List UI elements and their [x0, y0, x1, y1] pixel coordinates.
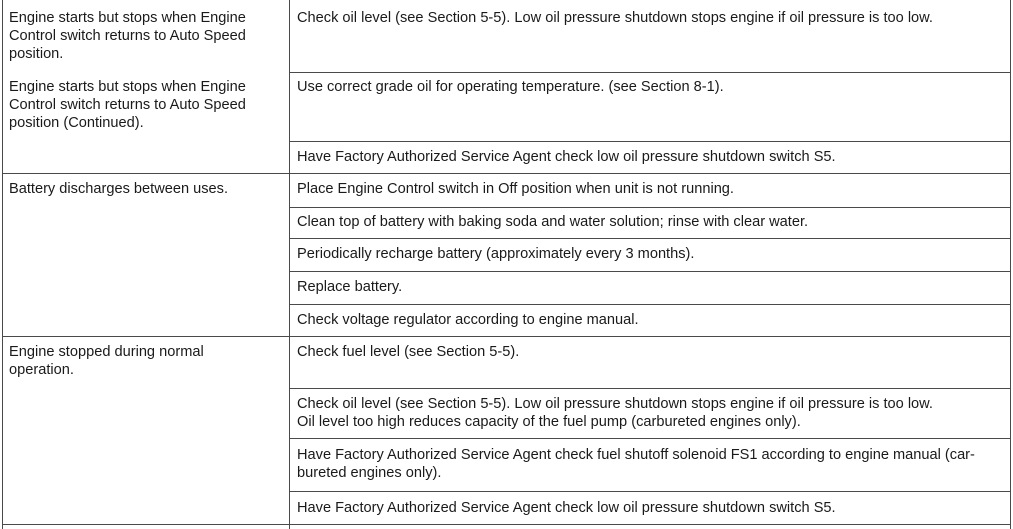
action-divider — [289, 304, 1011, 305]
action-cell: Have Factory Authorized Service Agent check fuel shutoff solenoid FS1 according to engine manual (car- bureted engines only). — [297, 447, 975, 481]
action-divider — [289, 388, 1011, 389]
action-cell: Use correct grade oil for operating temperature. (see Section 8-1). — [297, 79, 724, 95]
action-cell: Clean top of battery with baking soda and water solution; rinse with clear water. — [297, 214, 809, 230]
action-cell: Check fuel level (see Section 5-5). — [297, 344, 520, 360]
action-divider — [289, 238, 1011, 239]
action-cell: Check oil level (see Section 5-5). Low oil pressure shutdown stops engine if oil pressure is too low. — [297, 10, 933, 26]
problem-cell: Engine starts but stops when Engine Control switch returns to Auto Speed position (Continued). — [9, 79, 246, 131]
column-divider — [289, 0, 290, 529]
row-divider — [2, 173, 1011, 174]
action-divider — [289, 72, 1011, 73]
action-cell: Check oil level (see Section 5-5). Low oil pressure shutdown stops engine if oil pressure is too low. Oil level too high reduces capacity of the fuel pump (carbureted engines only). — [297, 396, 933, 430]
problem-cell: Engine starts but stops when Engine Control switch returns to Auto Speed position. — [9, 10, 246, 62]
table-right-border — [1010, 0, 1011, 529]
action-cell: Check voltage regulator according to engine manual. — [297, 312, 639, 328]
problem-cell: Engine stopped during normal operation. — [9, 344, 204, 378]
action-cell: Have Factory Authorized Service Agent check low oil pressure shutdown switch S5. — [297, 500, 836, 516]
action-divider — [289, 141, 1011, 142]
action-divider — [289, 271, 1011, 272]
action-divider — [289, 207, 1011, 208]
action-divider — [289, 491, 1011, 492]
row-divider — [2, 524, 1011, 525]
action-cell: Replace battery. — [297, 279, 403, 295]
action-cell: Have Factory Authorized Service Agent check low oil pressure shutdown switch S5. — [297, 149, 836, 165]
table-left-border — [2, 0, 3, 529]
action-divider — [289, 438, 1011, 439]
action-cell: Place Engine Control switch in Off position when unit is not running. — [297, 181, 734, 197]
action-cell: Periodically recharge battery (approximately every 3 months). — [297, 246, 695, 262]
row-divider — [2, 336, 1011, 337]
problem-cell: Battery discharges between uses. — [9, 181, 229, 197]
